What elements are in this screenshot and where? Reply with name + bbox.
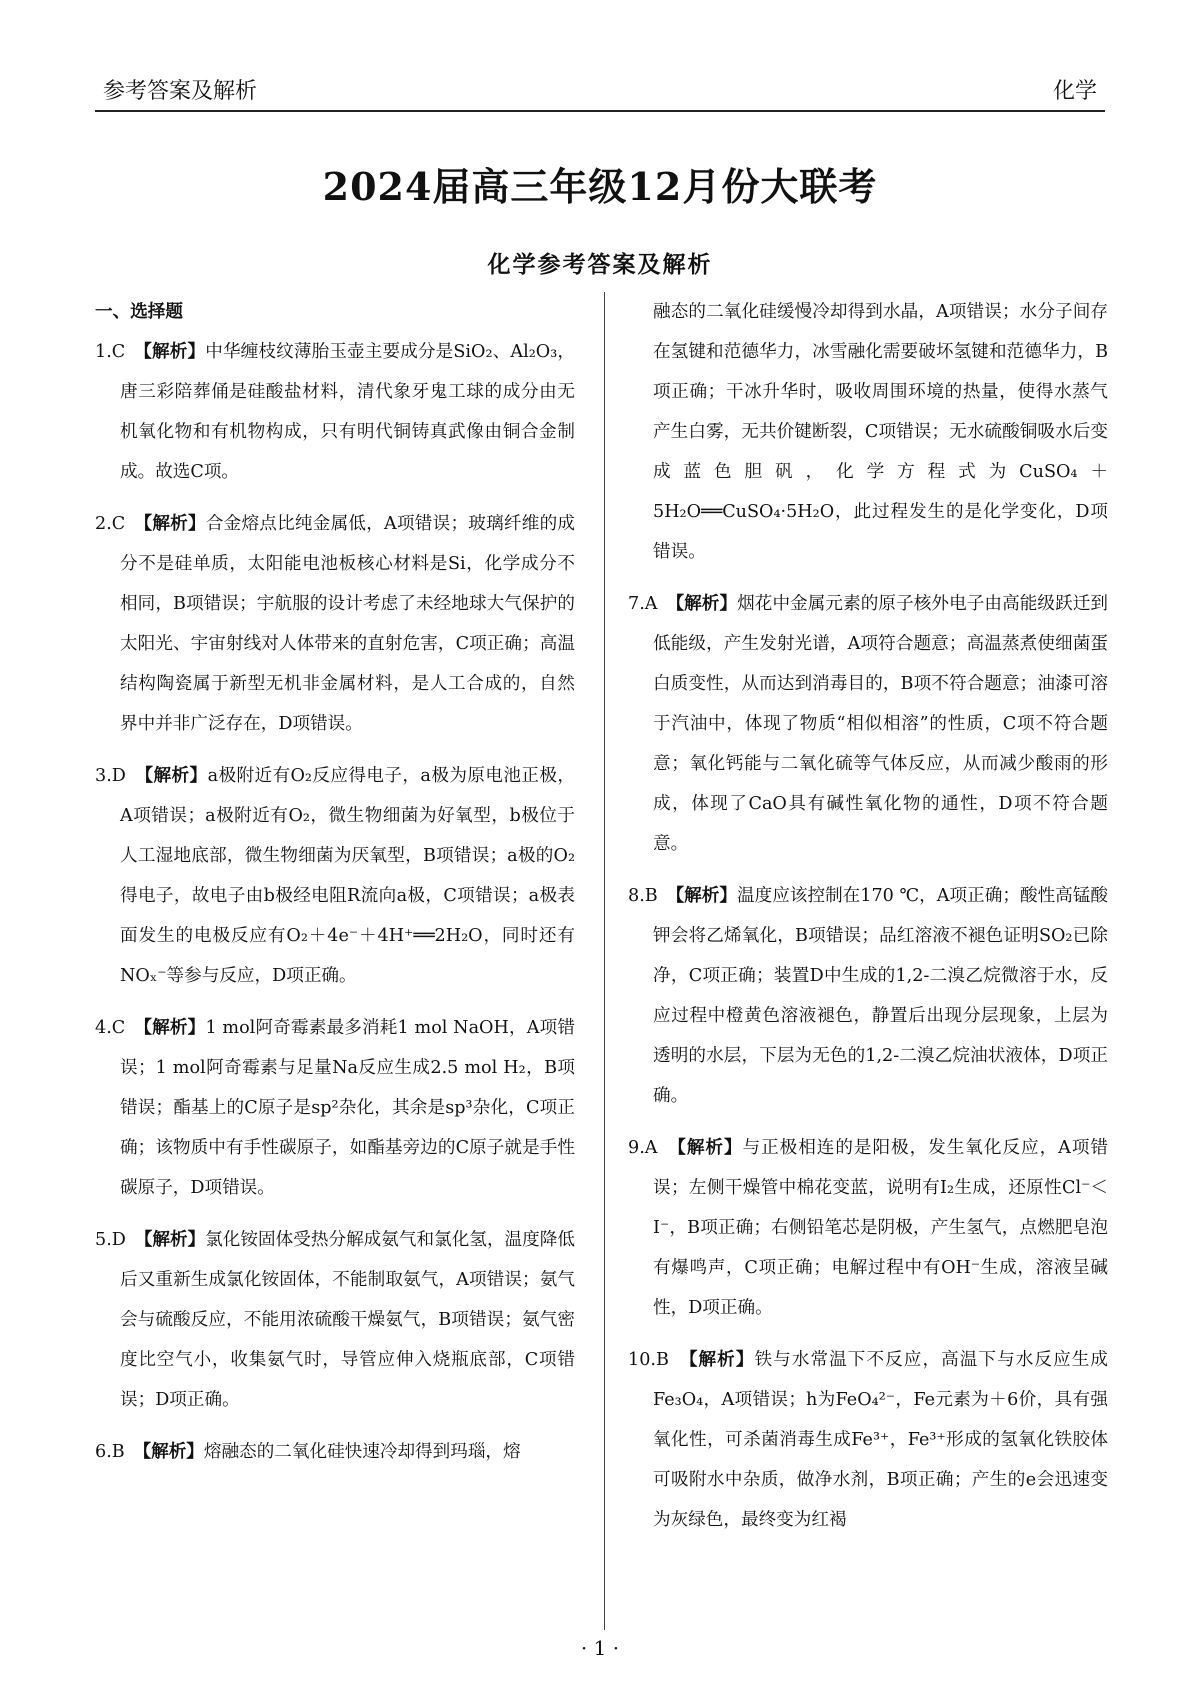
analysis-label: 【解析】 bbox=[677, 1137, 743, 1158]
answer-number: 9.A bbox=[628, 1138, 658, 1158]
left-column bbox=[95, 292, 575, 1472]
page-number: · 1 · bbox=[580, 1636, 620, 1660]
answer-number: 8.B bbox=[628, 886, 658, 906]
right-column bbox=[628, 292, 1108, 1540]
answer-number: 7.A bbox=[628, 594, 658, 614]
answer-item-8 bbox=[628, 876, 1108, 1116]
answer-item-2 bbox=[95, 504, 575, 744]
answer-text: 氯化铵固体受热分解成氨气和氯化氢，温度降低后又重新生成氯化铵固体，不能制取氨气，A项错误；氨气会与硫酸反应，不能用浓硫酸干燥氨气，B项错误；氨气密度比空气小，收集氨气时，导管应伸入烧瓶底部，C项错误；D项正确。 bbox=[120, 1230, 575, 1410]
analysis-label: 【解析】 bbox=[142, 1441, 204, 1462]
answer-number: 5.D bbox=[95, 1230, 126, 1250]
analysis-label: 【解析】 bbox=[675, 593, 738, 614]
answer-number: 1.C bbox=[95, 342, 126, 362]
analysis-label: 【解析】 bbox=[143, 513, 206, 534]
page-header bbox=[95, 70, 1105, 112]
header-left-text: 参考答案及解析 bbox=[103, 79, 258, 104]
answer-item-3 bbox=[95, 756, 575, 996]
answer-item-10 bbox=[628, 1340, 1108, 1540]
analysis-label: 【解析】 bbox=[688, 1349, 755, 1370]
column-divider bbox=[604, 292, 605, 1630]
answer-number: 3.D bbox=[95, 766, 126, 786]
analysis-label: 【解析】 bbox=[143, 341, 206, 362]
page-subtitle: 化学参考答案及解析 bbox=[487, 251, 713, 278]
answer-item-6-continued bbox=[628, 292, 1108, 572]
answer-number: 6.B bbox=[95, 1442, 125, 1462]
answer-item-7 bbox=[628, 584, 1108, 864]
analysis-label: 【解析】 bbox=[144, 765, 208, 786]
answer-text: 温度应该控制在170 ℃，A项正确；酸性高锰酸钾会将乙烯氧化，B项错误；品红溶液不褪色证明SO₂已除净，C项正确；装置D中生成的1,2-二溴乙烷微溶于水，反应过程中橙黄色溶液褪色，静置后出现分层现象，上层为透明的水层，下层为无色的1,2-二溴乙烷油状液体，D项正确。 bbox=[653, 886, 1109, 1106]
header-right-text: 化学 bbox=[1052, 79, 1097, 104]
page-title: 2024届高三年级12月份大联考 bbox=[322, 164, 878, 209]
answer-item-6 bbox=[95, 1432, 575, 1472]
answer-item-1 bbox=[95, 332, 575, 492]
answer-text: 1 mol阿奇霉素最多消耗1 mol NaOH，A项错误；1 mol阿奇霉素与足量Na反应生成2.5 mol H₂，B项错误；酯基上的C原子是sp²杂化，其余是sp³杂化，C项正确；该物质中有手性碳原子，如酯基旁边的C原子就是手性碳原子，D项错误。 bbox=[120, 1018, 575, 1198]
answer-text: 中华缠枝纹薄胎玉壶主要成分是SiO₂、Al₂O₃，唐三彩陪葬俑是硅酸盐材料，清代象牙鬼工球的成分由无机氧化物和有机物构成，只有明代铜铸真武像由铜合金制成。故选C项。 bbox=[120, 342, 575, 482]
answer-text: 熔融态的二氧化硅快速冷却得到玛瑙，熔 bbox=[203, 1442, 521, 1462]
answer-number: 4.C bbox=[95, 1018, 126, 1038]
answer-number: 2.C bbox=[95, 514, 126, 534]
answer-text: 铁与水常温下不反应，高温下与水反应生成Fe₃O₄，A项错误；h为FeO₄²⁻，Fe元素为＋6价，具有强氧化性，可杀菌消毒生成Fe³⁺，Fe³⁺形成的氢氧化铁胶体可吸附水中杂质，做净水剂，B项正确；产生的e会迅速变为灰绿色，最终变为红褐 bbox=[653, 1350, 1108, 1530]
analysis-label: 【解析】 bbox=[143, 1017, 206, 1038]
answer-text: a极附近有O₂反应得电子，a极为原电池正极，A项错误；a极附近有O₂，微生物细菌为好氧型，b极位于人工湿地底部，微生物细菌为厌氧型，B项错误；a极的O₂得电子，故电子由b极经电阻R流向a极，C项错误；a极表面发生的电极反应有O₂＋4e⁻＋4H⁺══2H₂O，同时还有NOₓ⁻等参与反应，D项正确。 bbox=[120, 766, 575, 986]
section-heading: 一、选择题 bbox=[95, 301, 183, 322]
answer-text: 与正极相连的是阳极，发生氧化反应，A项错误；左侧干燥管中棉花变蓝，说明有I₂生成，还原性Cl⁻＜I⁻，B项正确；右侧铅笔芯是阴极，产生氢气，点燃肥皂泡有爆鸣声，C项正确；电解过程中有OH⁻生成，溶液呈碱性，D项正确。 bbox=[653, 1138, 1108, 1318]
analysis-label: 【解析】 bbox=[143, 1229, 206, 1250]
answer-number: 10.B bbox=[628, 1350, 669, 1370]
answer-item-9 bbox=[628, 1128, 1108, 1328]
answer-text: 烟花中金属元素的原子核外电子由高能级跃迁到低能级，产生发射光谱，A项符合题意；高温蒸煮使细菌蛋白质变性，从而达到消毒目的，B项不符合题意；油漆可溶于汽油中，体现了物质“相似相溶”的性质，C项不符合题意；氧化钙能与二氧化硫等气体反应，从而减少酸雨的形成，体现了CaO具有碱性氧化物的通性，D项不符合题意。 bbox=[653, 594, 1108, 854]
answer-text: 合金熔点比纯金属低，A项错误；玻璃纤维的成分不是硅单质，太阳能电池板核心材料是Si，化学成分不相同，B项错误；宇航服的设计考虑了未经地球大气保护的太阳光、宇宙射线对人体带来的直射危害，C项正确；高温结构陶瓷属于新型无机非金属材料，是人工合成的，自然界中并非广泛存在，D项错误。 bbox=[120, 514, 575, 734]
analysis-label: 【解析】 bbox=[675, 885, 738, 906]
answer-item-5 bbox=[95, 1220, 575, 1420]
answer-text: 融态的二氧化硅缓慢冷却得到水晶，A项错误；水分子间存在氢键和范德华力，冰雪融化需要破坏氢键和范德华力，B项正确；干冰升华时，吸收周围环境的热量，使得水蒸气产生白雾，无共价键断裂，C项错误；无水硫酸铜吸水后变成蓝色胆矾，化学方程式为CuSO₄＋5H₂O══CuSO₄·5H₂O，此过程发生的是化学变化，D项错误。 bbox=[653, 302, 1108, 562]
answer-item-4 bbox=[95, 1008, 575, 1208]
